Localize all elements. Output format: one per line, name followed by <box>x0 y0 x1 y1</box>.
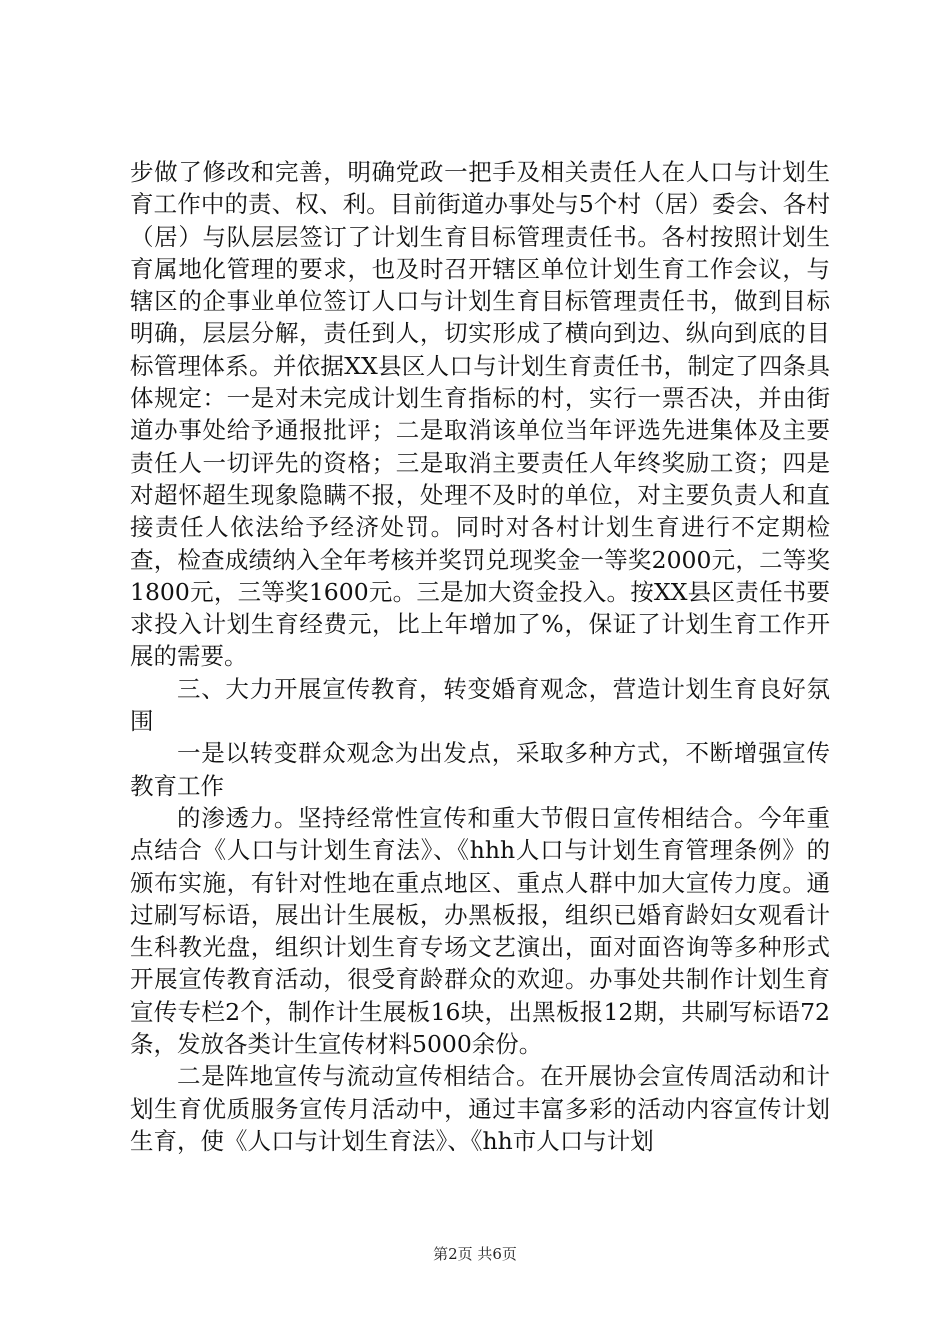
paragraph-continued: 步做了修改和完善，明确党政一把手及相关责任人在人口与计划生育工作中的责、权、利。目前街道办事处与5个村（居）委会、各村（居）与队层层签订了计划生育目标管理责任书。各村按照计划生育属地化管理的要求，也及时召开辖区单位计划生育工作会议，与辖区的企事业单位签订人口与计划生育目标管理责任书，做到目标明确，层层分解，责任到人，切实形成了横向到边、纵向到底的目标管理体系。并依据XX县区人口与计划生育责任书，制定了四条具体规定：一是对未完成计划生育指标的村，实行一票否决，并由街道办事处给予通报批评；二是取消该单位当年评选先进集体及主要责任人一切评先的资格；三是取消主要责任人年终奖励工资；四是对超怀超生现象隐瞒不报，处理不及时的单位，对主要负责人和直接责任人依法给予经济处罚。同时对各村计划生育进行不定期检查，检查成绩纳入全年考核并奖罚兑现奖金一等奖2000元，二等奖1800元，三等奖1600元。三是加大资金投入。按XX县区责任书要求投入计划生育经费元，比上年增加了%，保证了计划生育工作开展的需要。 <box>130 158 830 671</box>
section-heading: 三、大力开展宣传教育，转变婚育观念，营造计划生育良好氛围 <box>130 674 830 736</box>
paragraph: 一是以转变群众观念为出发点，采取多种方式，不断增强宣传教育工作 <box>130 739 830 800</box>
paragraph: 二是阵地宣传与流动宣传相结合。在开展协会宣传周活动和计划生育优质服务宣传月活动中，通过丰富多彩的活动内容宣传计划生育，使《人口与计划生育法》、《hh市人口与计划 <box>130 1062 830 1155</box>
document-body <box>130 156 830 1157</box>
page-footer: 第2页 共6页 <box>433 1245 517 1263</box>
paragraph: 的渗透力。坚持经常性宣传和重大节假日宣传相结合。今年重点结合《人口与计划生育法》、《hhh人口与计划生育管理条例》的颁布实施，有针对性地在重点地区、重点人群中加大宣传力度。通过刷写标语，展出计生展板，办黑板报，组织已婚育龄妇女观看计生科教光盘，组织计划生育专场文艺演出，面对面咨询等多种形式开展宣传教育活动，很受育龄群众的欢迎。办事处共制作计划生育宣传专栏2个，制作计生展板16块，出黑板报12期，共刷写标语72条，发放各类计生宣传材料5000余份。 <box>130 803 830 1059</box>
